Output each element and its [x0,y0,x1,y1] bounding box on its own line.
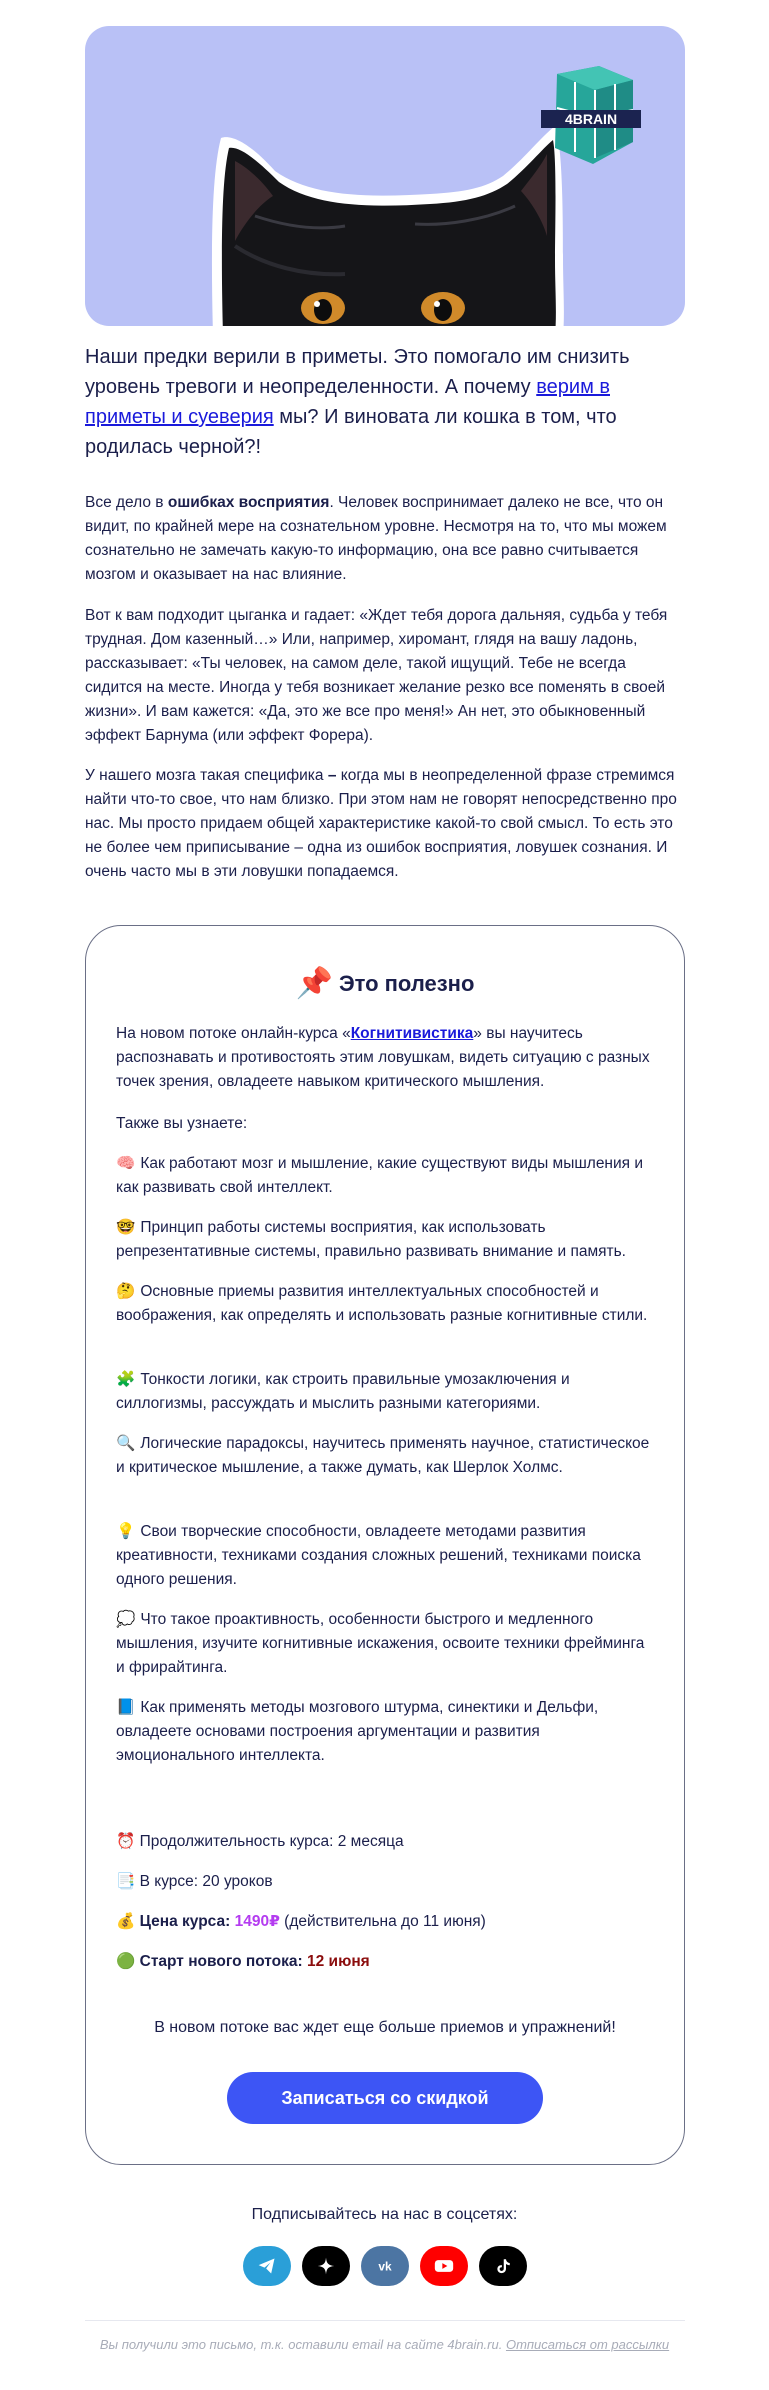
green-circle-icon: 🟢 [116,1953,136,1970]
puzzle-icon: 🧩 [116,1371,136,1388]
brand-logo-icon [537,62,647,172]
thinking-face-icon: 🤔 [116,1283,136,1300]
feature-text: Тонкости логики, как строить правильные умозаключения и силлогизмы, рассуждать и мыслить разными категориями. [116,1371,570,1412]
alarm-clock-icon: ⏰ [116,1833,136,1850]
start-date: 12 июня [307,1953,370,1970]
feature-item [116,1152,656,1200]
footer-divider [85,2320,685,2321]
useful-card [85,925,685,2165]
p1-bold: ошибках восприятия [167,494,330,511]
feature-text: Логические парадоксы, научитесь применять научное, статистическое и критическое мышление, а также думать, как Шерлок Холмс. [116,1435,650,1476]
course-price [116,1910,656,1934]
nerd-face-icon: 🤓 [116,1219,136,1236]
price-note: (действительна до 11 июня) [279,1913,486,1930]
zen-button[interactable] [302,2246,350,2286]
feature-item [116,1280,656,1328]
telegram-icon [257,2256,277,2276]
brain-icon: 🧠 [116,1155,136,1172]
p3-dash: – [327,767,337,784]
card-title-text: Это полезно [338,971,475,996]
course-duration [116,1830,656,1854]
money-bag-icon: 💰 [116,1913,136,1930]
footer-text [0,2337,769,2352]
blue-book-icon: 📘 [116,1699,136,1716]
cta-text: В новом потоке вас ждет еще больше приемов и упражнений! [154,2019,616,2036]
unsubscribe-link[interactable]: Отписаться от рассылки [505,2337,670,2352]
intro-before: Наши предки верили в приметы. Это помогало им снизить уровень тревоги и неопределенности. А почему [85,346,630,398]
course-lessons [116,1870,656,1894]
superstitions-link[interactable]: верим в приметы и суеверия [85,376,610,428]
intro-after: мы? И виновата ли кошка в том, что родилась черной?! [85,406,617,458]
tiktok-button[interactable] [479,2246,527,2286]
card-lead [116,1022,656,1094]
feature-item [116,1520,656,1592]
feature-item [116,1696,656,1768]
p1-part-a: Все дело в [85,494,168,511]
feature-item [116,1368,656,1416]
thought-bubble-icon: 💭 [116,1611,136,1628]
svg-text:vk: vk [378,2259,392,2273]
p3-part-a: У нашего мозга такая специфика [85,767,328,784]
paragraph-barnum: Вот к вам подходит цыганка и гадает: «Ждет тебя дорога дальняя, судьба у тебя трудная. Дом казенный…» Или, например, хиромант, глядя на вашу ладонь, рассказывает: «Ты человек, на самом деле, такой ищущий. Тебе не всегда сидится на месте. Иногда у тебя возникает желание резко все поменять в своей жизни». И вам кажется: «Да, это же все про меня!» Ан нет, это обыкновенный эффект Барнума (или эффект Форера). [85,607,668,744]
p1-part-c: . Человек воспринимает далеко не все, что он видит, по крайней мере на сознательном уровне. Несмотря на то, что мы можем сознательно не замечать какую-то информацию, она все равно считывается мозгом и оказывает на нас влияние. [85,494,667,583]
feature-text: Принцип работы системы восприятия, как использовать репрезентативные системы, правильно развивать внимание и память. [116,1219,626,1260]
social-title: Подписывайтесь на нас в соцсетях: [251,2206,518,2223]
intro-text [85,342,645,462]
card-title [86,964,684,1004]
feature-text: Основные приемы развития интеллектуальных способностей и воображения, как определять и использовать разные когнитивные стили. [116,1283,648,1324]
feature-text: Как применять методы мозгового штурма, синектики и Дельфи, овладеете основами построения аргументации и развития эмоционального интеллекта. [116,1699,599,1764]
footer-notice: Вы получили это письмо, т.к. оставили email на сайте 4brain.ru. [99,2337,506,2352]
price-label: Цена курса: [139,1913,231,1930]
enroll-discount-button[interactable]: Записаться со скидкой [227,2072,543,2124]
feature-text: Как работают мозг и мышление, какие существуют виды мышления и как развивать свой интеллект. [116,1155,644,1196]
start-label: Старт нового потока: [139,1953,303,1970]
feature-item [116,1432,656,1480]
magnifier-icon: 🔍 [116,1435,136,1452]
vk-button[interactable] [361,2246,409,2286]
duration-text: Продолжительность курса: 2 месяца [139,1833,404,1850]
youtube-button[interactable] [420,2246,468,2286]
course-link[interactable]: Когнитивистика [350,1025,474,1042]
youtube-icon [434,2258,454,2274]
paragraph-specifics [85,764,685,884]
pushpin-icon: 📌 [295,967,333,1000]
telegram-button[interactable] [243,2246,291,2286]
card-lead-before: На новом потоке онлайн-курса « [116,1025,351,1042]
hero-banner [85,26,685,326]
p3-part-b: когда мы в неопределенной фразе стремимся найти что-то свое, что нам близко. При этом нам не говорят непосредственно про нас. Мы просто придаем общей характеристике какой-то свой смысл. То есть это не более чем приписывание – одна из ошибок восприятия, ловушек сознания. И очень часто мы в эти ловушки попадаемся. [85,767,677,880]
paragraph-perception [85,491,685,587]
feature-item [116,1216,656,1264]
feature-text: Свои творческие способности, овладеете методами развития креативности, техниками создания сложных решений, техниками поиска одного решения. [116,1523,641,1588]
bookmark-tabs-icon: 📑 [116,1873,136,1890]
tiktok-icon [494,2256,512,2276]
course-start [116,1950,656,1974]
brand-logo-text: 4BRAIN [564,111,618,127]
price-value: 1490₽ [234,1913,280,1930]
also-learn-label: Также вы узнаете: [116,1115,248,1132]
lightbulb-icon: 💡 [116,1523,136,1540]
lessons-text: В курсе: 20 уроков [139,1873,273,1890]
feature-item [116,1608,656,1680]
feature-text: Что такое проактивность, особенности быстрого и медленного мышления, изучите когнитивные искажения, освоите техники фрейминга и фрирайтинга. [116,1611,645,1676]
card-lead-after: » вы научитесь распознавать и противостоять этим ловушкам, видеть ситуацию с разных точек зрения, овладеете навыком критического мышления. [116,1025,650,1090]
zen-icon [316,2256,336,2276]
vk-icon [374,2259,396,2273]
